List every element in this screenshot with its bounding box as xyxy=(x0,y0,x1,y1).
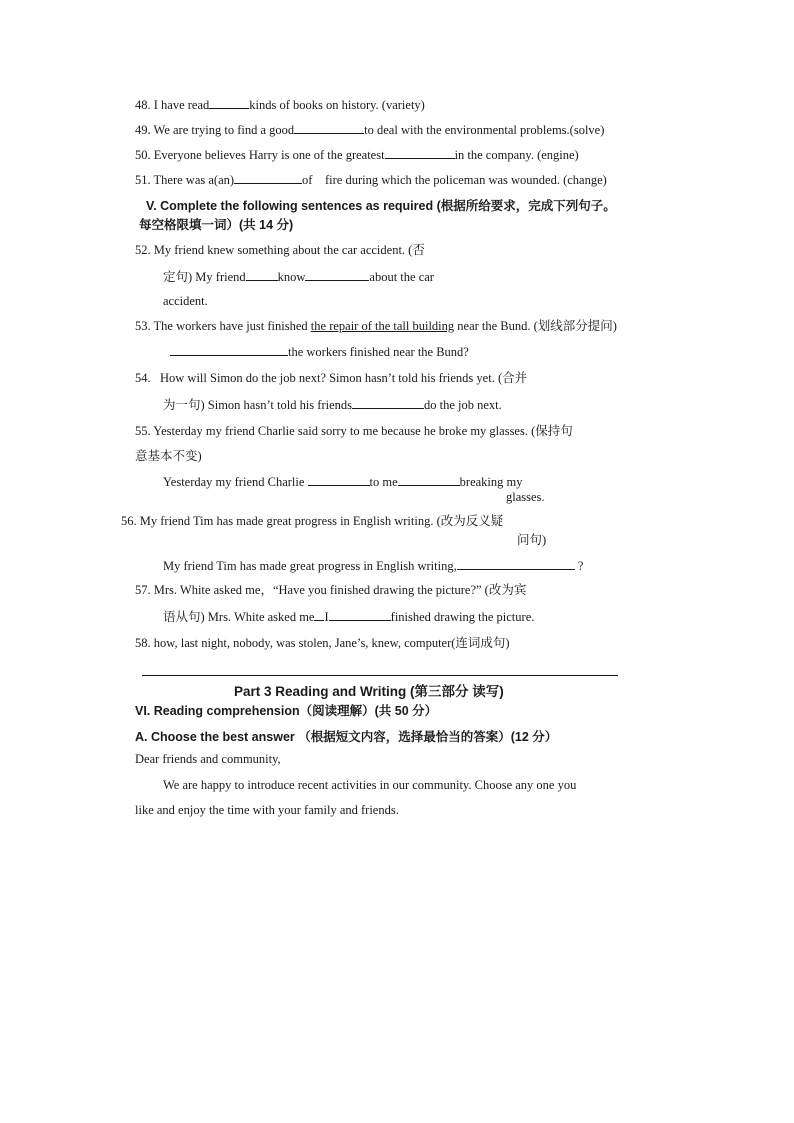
question-text: about the car xyxy=(369,270,434,284)
question-text: My friend Tim has made great progress in English writing, xyxy=(163,559,457,573)
question-text: the workers finished near the Bund? xyxy=(288,345,469,359)
question-55 xyxy=(135,423,573,439)
question-number: 57. xyxy=(135,583,151,597)
section-v-title: V. Complete the following sentences as required (根据所给要求，完成下列句子。 xyxy=(146,199,616,213)
question-number: 54. xyxy=(135,371,151,385)
letter-paragraph-cont: like and enjoy the time with your family and friends. xyxy=(135,803,399,817)
question-number: 58. xyxy=(135,636,151,650)
question-text: I xyxy=(324,610,329,624)
question-text: 语从句) Mrs. White asked me xyxy=(163,610,315,624)
answer-blank[interactable] xyxy=(170,343,288,356)
question-number: 48. xyxy=(135,98,151,112)
question-text: kinds of books on history. (variety) xyxy=(249,98,425,112)
section-vi-title: VI. Reading comprehension（阅读理解）(共 50 分） xyxy=(135,704,438,718)
answer-blank[interactable] xyxy=(294,121,364,134)
question-text: Mrs. White asked me，“Have you finished drawing the picture?” (改为宾 xyxy=(153,583,527,597)
answer-blank[interactable] xyxy=(329,608,391,621)
question-text: in the company. (engine) xyxy=(454,148,579,162)
answer-blank[interactable] xyxy=(398,473,460,486)
part-3-title: Part 3 Reading and Writing (第三部分 读写) xyxy=(234,684,504,699)
answer-blank[interactable] xyxy=(457,557,575,570)
question-54-line2 xyxy=(163,396,502,413)
question-57 xyxy=(135,582,526,598)
question-53-line2 xyxy=(170,343,469,360)
question-text: We are trying to find a good xyxy=(153,123,295,137)
question-text: There was a(an) xyxy=(153,173,235,187)
question-number: 52. xyxy=(135,243,151,257)
answer-blank[interactable] xyxy=(305,268,369,281)
question-48 xyxy=(135,96,425,113)
answer-blank[interactable] xyxy=(385,146,455,159)
question-text: to deal with the environmental problems.(solve) xyxy=(364,123,605,137)
question-text: finished drawing the picture. xyxy=(390,610,535,624)
question-number: 56. xyxy=(121,514,137,528)
question-text: how, last night, nobody, was stolen, Jane’s, knew, computer(连词成句) xyxy=(153,636,510,650)
question-text: My friend knew something about the car accident. (否 xyxy=(153,243,425,257)
question-number: 50. xyxy=(135,148,151,162)
question-number: 51. xyxy=(135,173,151,187)
question-text: 定句) My friend xyxy=(163,270,246,284)
question-text: Everyone believes Harry is one of the greatest xyxy=(153,148,385,162)
question-57-line2 xyxy=(163,608,534,625)
question-mark: ? xyxy=(577,559,584,573)
answer-blank[interactable] xyxy=(246,268,278,281)
letter-paragraph: We are happy to introduce recent activities in our community. Choose any one you xyxy=(163,778,577,792)
question-56 xyxy=(121,513,503,529)
question-text: 为一句) Simon hasn’t told his friends xyxy=(163,398,353,412)
question-text: breaking my xyxy=(459,475,523,489)
question-text: of xyxy=(302,173,313,187)
question-51 xyxy=(135,171,607,188)
answer-blank[interactable] xyxy=(234,171,302,184)
question-52-line2 xyxy=(163,268,434,285)
answer-blank[interactable] xyxy=(352,396,424,409)
section-v-title-cont: 每空格限填一词）(共 14 分) xyxy=(139,218,294,232)
question-text: do the job next. xyxy=(424,398,502,412)
section-a-title: A. Choose the best answer （根据短文内容，选择最恰当的答案）(12 分） xyxy=(135,730,558,744)
question-text: The workers have just finished xyxy=(153,319,308,333)
question-58 xyxy=(135,635,510,651)
question-52 xyxy=(135,242,425,258)
question-number: 49. xyxy=(135,123,151,137)
question-50 xyxy=(135,146,579,163)
answer-line[interactable] xyxy=(142,675,618,676)
question-53 xyxy=(135,318,617,334)
underlined-phrase: the repair of the tall building xyxy=(310,319,455,333)
question-49 xyxy=(135,121,604,138)
question-text: near the Bund. (划线部分提问) xyxy=(457,319,617,333)
answer-blank[interactable] xyxy=(209,96,249,109)
letter-greeting: Dear friends and community, xyxy=(135,752,281,766)
question-56-line3 xyxy=(163,557,583,574)
question-56-line2: 问句) xyxy=(517,533,547,547)
question-55-line4: glasses. xyxy=(506,490,545,504)
question-text: How will Simon do the job next? Simon hasn’t told his friends yet. (合并 xyxy=(160,371,528,385)
answer-blank[interactable] xyxy=(314,608,324,621)
question-text: know xyxy=(277,270,306,284)
question-55-line2: 意基本不变) xyxy=(135,449,202,463)
question-52-line3: accident. xyxy=(163,294,208,308)
question-number: 53. xyxy=(135,319,151,333)
question-54 xyxy=(135,370,527,386)
question-text: fire during which the policeman was wounded. (change) xyxy=(324,173,607,187)
question-number: 55. xyxy=(135,424,151,438)
question-text: Yesterday my friend Charlie said sorry to me because he broke my glasses. (保持句 xyxy=(153,424,573,438)
question-text: My friend Tim has made great progress in English writing. (改为反义疑 xyxy=(139,514,504,528)
question-text: Yesterday my friend Charlie xyxy=(163,475,305,489)
question-text: to me xyxy=(369,475,398,489)
answer-blank[interactable] xyxy=(308,473,370,486)
question-55-line3 xyxy=(163,473,523,490)
question-text: I have read xyxy=(153,98,210,112)
